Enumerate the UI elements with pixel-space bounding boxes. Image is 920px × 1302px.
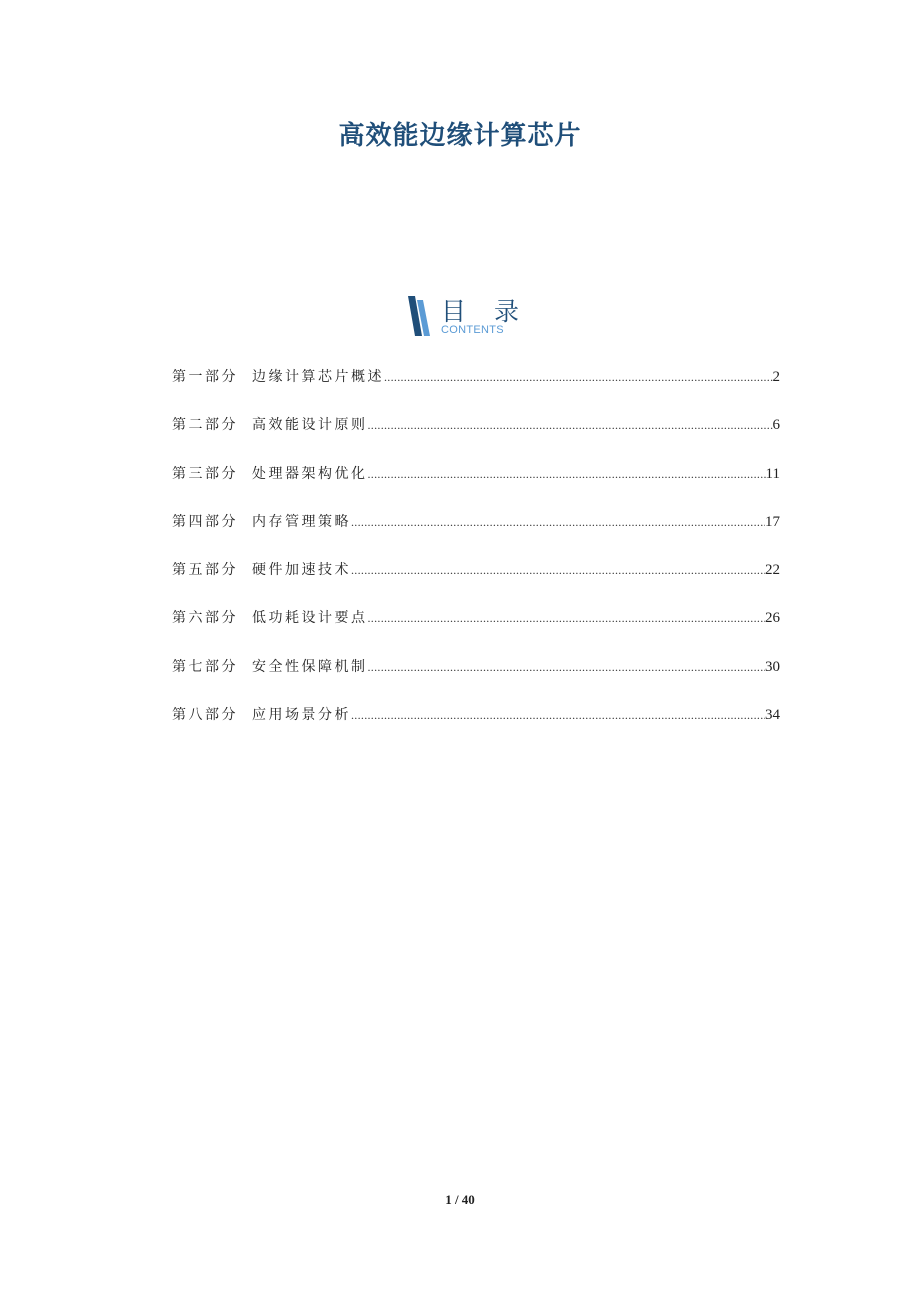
toc-heading-chinese: 目 录: [441, 297, 529, 326]
toc-entry-title: 内存管理策略: [252, 513, 351, 530]
toc-heading-english: CONTENTS: [441, 324, 504, 336]
toc-page-number: 6: [772, 417, 780, 434]
toc-part-number: 第七部分: [172, 658, 238, 675]
toc-entry-1[interactable]: [172, 365, 780, 413]
toc-part-number: 第三部分: [172, 465, 238, 482]
toc-part-number: 第八部分: [172, 707, 238, 724]
toc-leader-dots: [351, 510, 765, 534]
toc-page-number: 26: [765, 610, 780, 627]
toc-leader-dots: [351, 558, 765, 582]
toc-entry-title: 安全性保障机制: [252, 658, 368, 675]
toc-entry-4[interactable]: [172, 510, 780, 558]
toc-page-number: 11: [765, 465, 780, 482]
toc-entry-title: 处理器架构优化: [252, 465, 368, 482]
toc-part-number: 第四部分: [172, 513, 238, 530]
toc-entry-7[interactable]: [172, 655, 780, 703]
toc-part-number: 第六部分: [172, 610, 238, 627]
toc-page-number: 22: [765, 562, 780, 579]
toc-part-number: 第一部分: [172, 369, 238, 385]
toc-entry-8[interactable]: [172, 703, 780, 751]
toc-leader-dots: [368, 655, 766, 679]
table-of-contents: [172, 365, 780, 751]
toc-entry-title: 高效能设计原则: [252, 417, 368, 434]
toc-entry-title: 边缘计算芯片概述: [252, 369, 384, 385]
toc-page-number: 34: [765, 707, 780, 724]
toc-leader-dots: [351, 703, 765, 727]
toc-part-number: 第二部分: [172, 417, 238, 434]
toc-page-number: 30: [765, 658, 780, 675]
toc-leader-dots: [368, 413, 773, 437]
toc-page-number: 17: [765, 513, 780, 530]
toc-entry-title: 低功耗设计要点: [252, 610, 368, 627]
contents-logo-icon: [406, 296, 432, 336]
toc-entry-5[interactable]: [172, 558, 780, 606]
toc-heading: [406, 294, 529, 342]
toc-entry-title: 硬件加速技术: [252, 562, 351, 579]
document-title: 高效能边缘计算芯片: [338, 121, 582, 151]
toc-entry-title: 应用场景分析: [252, 707, 351, 724]
page-number-footer: 1 / 40: [445, 1192, 475, 1207]
toc-leader-dots: [384, 365, 773, 389]
toc-part-number: 第五部分: [172, 562, 238, 579]
toc-page-number: 2: [772, 369, 780, 385]
toc-leader-dots: [368, 462, 766, 486]
toc-entry-2[interactable]: [172, 413, 780, 461]
toc-leader-dots: [368, 606, 766, 630]
toc-entry-6[interactable]: [172, 606, 780, 654]
toc-entry-3[interactable]: [172, 462, 780, 510]
